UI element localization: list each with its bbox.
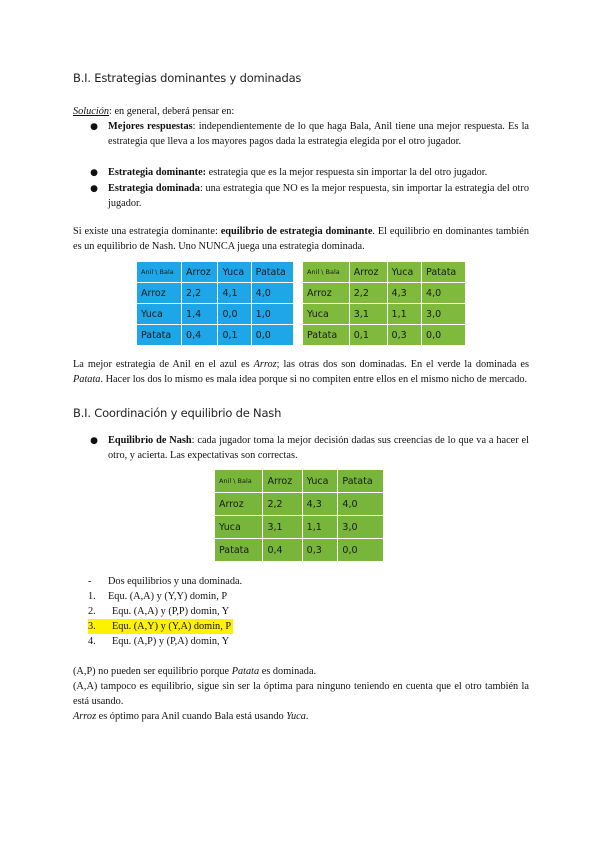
payoff-table-green	[302, 261, 466, 346]
table-cell: 3,0	[422, 304, 466, 325]
table-cell: 0,1	[349, 325, 387, 346]
table-row	[215, 539, 384, 562]
table-row	[303, 262, 466, 283]
table-cell: 0,0	[251, 325, 293, 346]
bullet-icon: ●	[90, 184, 98, 194]
table-cell: 0,4	[263, 539, 302, 562]
table-row-header: Patata	[137, 325, 182, 346]
table-corner-cell: Anil \ Bala	[215, 470, 263, 493]
table-row-header: Yuca	[215, 516, 263, 539]
table-row	[137, 325, 294, 346]
equilibrium-item: Equ. (A,P) y (P,A) domin, Y	[112, 636, 230, 647]
payoff-table-blue	[136, 261, 294, 346]
note-ap: (A,P) no pueden ser equilibrio porque Patata es dominada.	[73, 666, 317, 677]
solution-intro: Solución: en general, deberá pensar en:	[73, 106, 235, 117]
table-row	[215, 493, 384, 516]
table-cell: 4,0	[338, 493, 384, 516]
solution-label: Solución	[73, 106, 110, 117]
table-row-header: Patata	[303, 325, 350, 346]
table-cell: 0,4	[182, 325, 218, 346]
table-header-cell: Patata	[422, 262, 466, 283]
table-cell: 4,3	[302, 493, 338, 516]
table-row	[303, 325, 466, 346]
table-row	[137, 283, 294, 304]
paragraph-dominant-equilibrium: Si existe una estrategia dominante: equilibrio de estrategia dominante. El equilibrio en dominantes también es un equilibrio de Nash. Uno NUNCA juega una estrategia dominada.	[73, 226, 529, 252]
table-corner-cell: Anil \ Bala	[303, 262, 350, 283]
table-cell: 4,3	[387, 283, 421, 304]
table-header-cell: Patata	[338, 470, 384, 493]
table-row	[303, 304, 466, 325]
list-item-nash: Equilibrio de Nash: cada jugador toma la mejor decisión dadas sus creencias de lo que va a hacer el otro, y acierta. Las expectativas son correctas.	[108, 435, 529, 461]
table-header-cell: Arroz	[182, 262, 218, 283]
section-heading-dominant: B.I. Estrategias dominantes y dominadas	[73, 71, 302, 85]
table-cell: 2,2	[182, 283, 218, 304]
list-item-dominant: Estrategia dominante: estrategia que es la mejor respuesta sin importar la del otro jugador.	[108, 167, 488, 178]
table-cell: 0,3	[387, 325, 421, 346]
table-header-cell: Arroz	[263, 470, 302, 493]
list-number: 1.	[88, 591, 96, 602]
table-row	[137, 304, 294, 325]
table-cell: 4,0	[251, 283, 293, 304]
table-cell: 3,1	[349, 304, 387, 325]
table-cell: 0,0	[218, 304, 251, 325]
table-row-header: Arroz	[137, 283, 182, 304]
table-cell: 4,1	[218, 283, 251, 304]
payoff-table-nash	[214, 469, 384, 562]
table-header-cell: Yuca	[302, 470, 338, 493]
table-corner-cell: Anil \ Bala	[137, 262, 182, 283]
table-row	[215, 516, 384, 539]
bullet-icon: ●	[90, 122, 98, 132]
table-header-cell: Yuca	[218, 262, 251, 283]
dash-marker: -	[88, 576, 92, 587]
list-number-highlighted: 3.	[88, 619, 112, 634]
table-cell: 1,0	[251, 304, 293, 325]
table-row-header: Yuca	[303, 304, 350, 325]
table-row	[215, 470, 384, 493]
table-cell: 0,1	[218, 325, 251, 346]
bullet-icon: ●	[90, 436, 98, 446]
paragraph-blue-green: La mejor estrategia de Anil en el azul es Arroz; las otras dos son dominadas. En el verde la dominada es Patata. Hacer los dos lo mismo es mala idea porque si no compiten entre ellos en el mismo nicho de mercado.	[73, 359, 530, 385]
list-number: 4.	[88, 636, 96, 647]
table-cell: 1,4	[182, 304, 218, 325]
bullet-icon: ●	[90, 168, 98, 178]
table-row	[303, 283, 466, 304]
table-cell: 1,1	[387, 304, 421, 325]
table-cell: 0,0	[338, 539, 384, 562]
table-cell: 0,0	[422, 325, 466, 346]
table-cell: 4,0	[422, 283, 466, 304]
equilibrium-item-highlighted: Equ. (A,Y) y (Y,A) domin, P	[112, 621, 232, 632]
table-row-header: Yuca	[137, 304, 182, 325]
table-row-header: Patata	[215, 539, 263, 562]
note-aa: (A,A) tampoco es equilibrio, sigue sin ser la óptima para ninguno teniendo en cuenta que el otro también la está usando.	[73, 681, 529, 707]
table-cell: 0,3	[302, 539, 338, 562]
summary-line: Dos equilibrios y una dominada.	[108, 576, 243, 587]
equilibrium-item: Equ. (A,A) y (Y,Y) domin, P	[108, 591, 228, 602]
list-number: 2.	[88, 606, 96, 617]
table-cell: 1,1	[302, 516, 338, 539]
table-row-header: Arroz	[215, 493, 263, 516]
list-item-best-response: Mejores respuestas: independientemente de lo que haga Bala, Anil tiene una mejor respuesta. Es la estrategia que lleva a los mayores pagos dada la estrategia elegida por el otro jugador.	[108, 121, 530, 147]
table-header-cell: Yuca	[387, 262, 421, 283]
table-row	[137, 262, 294, 283]
table-header-cell: Patata	[251, 262, 293, 283]
table-header-cell: Arroz	[349, 262, 387, 283]
section-heading-nash: B.I. Coordinación y equilibrio de Nash	[73, 406, 282, 420]
list-item-dominated: Estrategia dominada: una estrategia que NO es la mejor respuesta, sin importar la estrategia del otro jugador.	[108, 183, 529, 209]
table-cell: 3,0	[338, 516, 384, 539]
table-cell: 2,2	[263, 493, 302, 516]
note-arroz: Arroz es óptimo para Anil cuando Bala está usando Yuca.	[73, 711, 309, 722]
table-cell: 3,1	[263, 516, 302, 539]
table-row-header: Arroz	[303, 283, 350, 304]
table-cell: 2,2	[349, 283, 387, 304]
equilibrium-item: Equ. (A,A) y (P,P) domin, Y	[112, 606, 230, 617]
